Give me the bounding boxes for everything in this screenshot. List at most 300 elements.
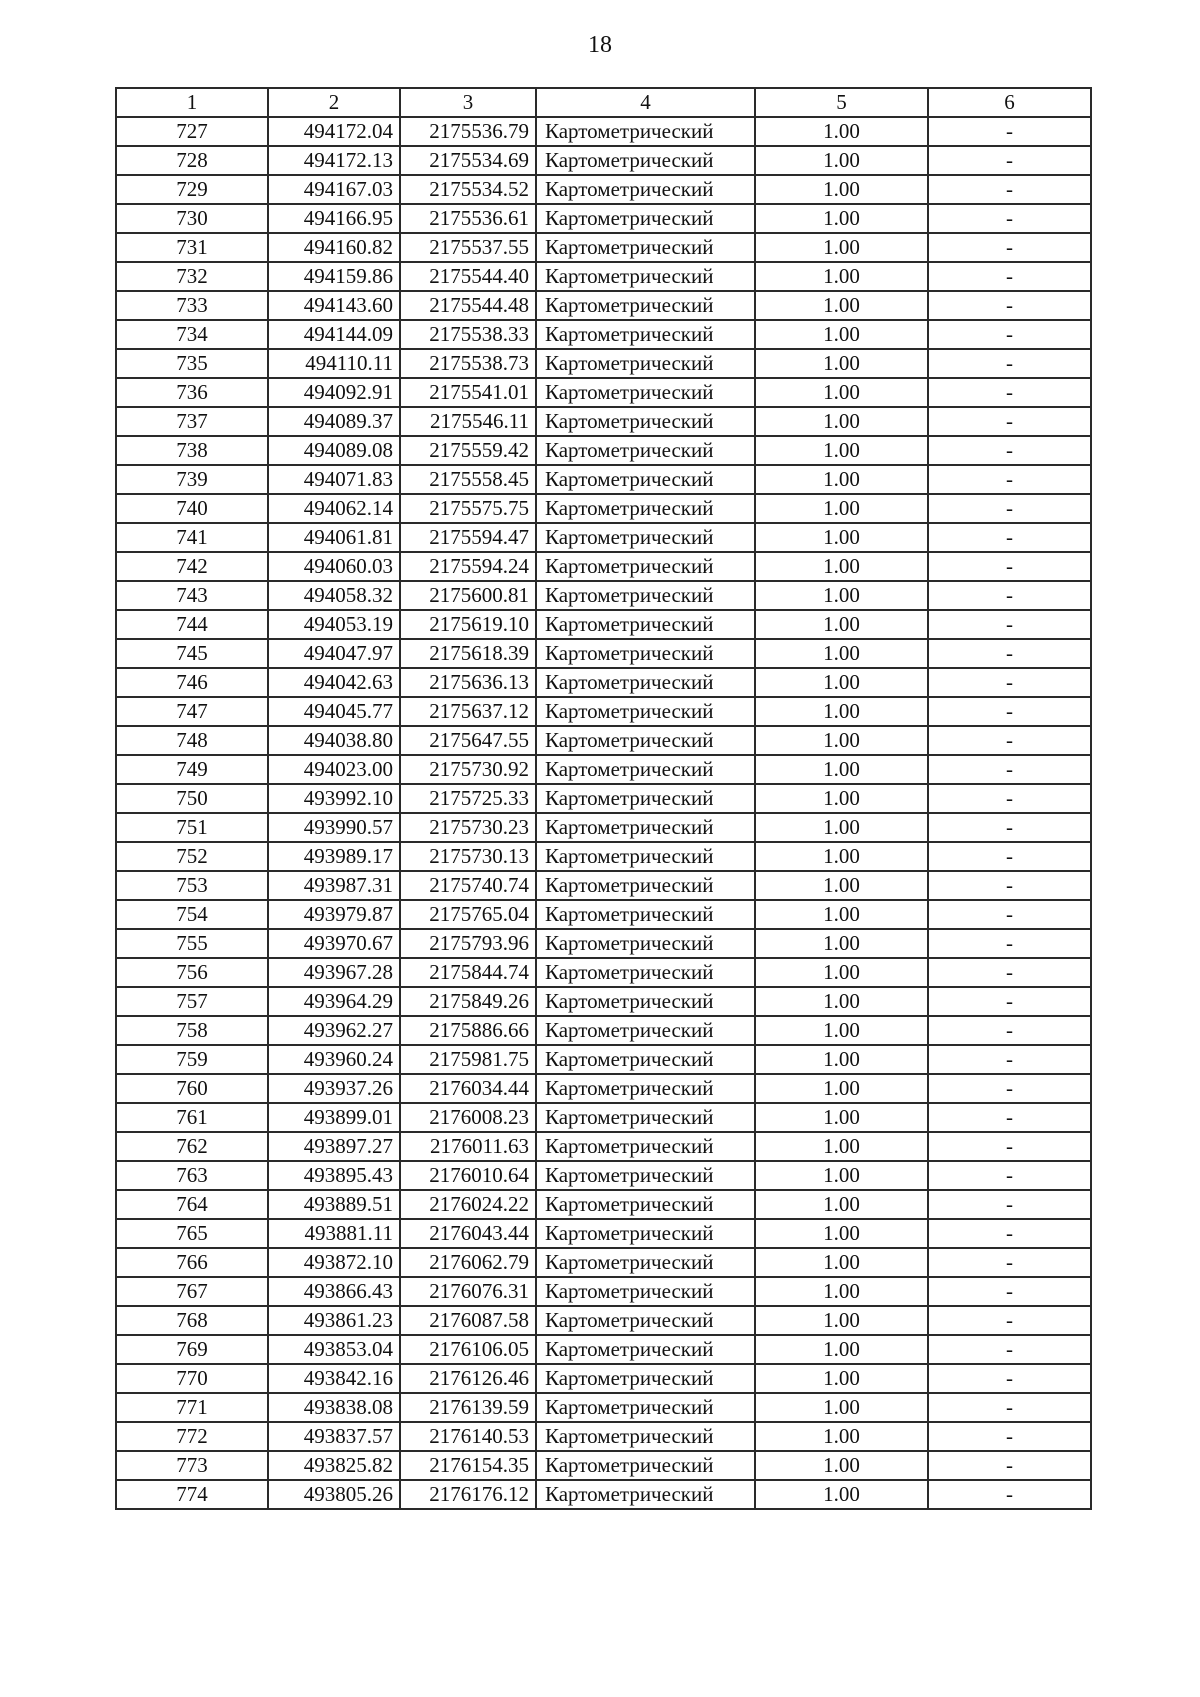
x-coordinate-cell: 493842.16	[268, 1364, 400, 1393]
method-cell: Картометрический	[536, 233, 755, 262]
x-coordinate-cell: 493895.43	[268, 1161, 400, 1190]
y-coordinate-cell: 2176034.44	[400, 1074, 536, 1103]
point-number-cell: 755	[116, 929, 268, 958]
method-cell: Картометрический	[536, 726, 755, 755]
accuracy-cell: 1.00	[755, 291, 928, 320]
accuracy-cell: 1.00	[755, 1364, 928, 1393]
method-cell: Картометрический	[536, 929, 755, 958]
x-coordinate-cell: 494038.80	[268, 726, 400, 755]
point-number-cell: 739	[116, 465, 268, 494]
table-row	[116, 697, 1091, 726]
x-coordinate-cell: 493964.29	[268, 987, 400, 1016]
table-header-row	[116, 88, 1091, 117]
method-cell: Картометрический	[536, 842, 755, 871]
method-cell: Картометрический	[536, 1393, 755, 1422]
description-cell: -	[928, 1074, 1091, 1103]
point-number-cell: 736	[116, 378, 268, 407]
table-row	[116, 1306, 1091, 1335]
table-row	[116, 552, 1091, 581]
y-coordinate-cell: 2175740.74	[400, 871, 536, 900]
accuracy-cell: 1.00	[755, 1422, 928, 1451]
table-row	[116, 871, 1091, 900]
y-coordinate-cell: 2175647.55	[400, 726, 536, 755]
y-coordinate-cell: 2176126.46	[400, 1364, 536, 1393]
point-number-cell: 729	[116, 175, 268, 204]
description-cell: -	[928, 1335, 1091, 1364]
accuracy-cell: 1.00	[755, 1248, 928, 1277]
y-coordinate-cell: 2175730.13	[400, 842, 536, 871]
table-row	[116, 929, 1091, 958]
x-coordinate-cell: 493967.28	[268, 958, 400, 987]
y-coordinate-cell: 2175600.81	[400, 581, 536, 610]
table-row	[116, 1074, 1091, 1103]
method-cell: Картометрический	[536, 175, 755, 204]
method-cell: Картометрический	[536, 320, 755, 349]
table-row	[116, 320, 1091, 349]
y-coordinate-cell: 2175637.12	[400, 697, 536, 726]
table-row	[116, 610, 1091, 639]
table-row	[116, 1451, 1091, 1480]
y-coordinate-cell: 2175636.13	[400, 668, 536, 697]
method-cell: Картометрический	[536, 1103, 755, 1132]
y-coordinate-cell: 2176154.35	[400, 1451, 536, 1480]
description-cell: -	[928, 552, 1091, 581]
y-coordinate-cell: 2175575.75	[400, 494, 536, 523]
x-coordinate-cell: 493992.10	[268, 784, 400, 813]
accuracy-cell: 1.00	[755, 929, 928, 958]
point-number-cell: 759	[116, 1045, 268, 1074]
method-cell: Картометрический	[536, 987, 755, 1016]
description-cell: -	[928, 581, 1091, 610]
y-coordinate-cell: 2176062.79	[400, 1248, 536, 1277]
table-row	[116, 204, 1091, 233]
table-row	[116, 436, 1091, 465]
point-number-cell: 757	[116, 987, 268, 1016]
description-cell: -	[928, 1045, 1091, 1074]
accuracy-cell: 1.00	[755, 639, 928, 668]
x-coordinate-cell: 494089.37	[268, 407, 400, 436]
x-coordinate-cell: 493970.67	[268, 929, 400, 958]
method-cell: Картометрический	[536, 1451, 755, 1480]
description-cell: -	[928, 378, 1091, 407]
method-cell: Картометрический	[536, 204, 755, 233]
description-cell: -	[928, 1103, 1091, 1132]
method-cell: Картометрический	[536, 813, 755, 842]
method-cell: Картометрический	[536, 639, 755, 668]
point-number-cell: 731	[116, 233, 268, 262]
point-number-cell: 735	[116, 349, 268, 378]
description-cell: -	[928, 1422, 1091, 1451]
accuracy-cell: 1.00	[755, 668, 928, 697]
x-coordinate-cell: 493899.01	[268, 1103, 400, 1132]
point-number-cell: 733	[116, 291, 268, 320]
description-cell: -	[928, 639, 1091, 668]
table-row	[116, 378, 1091, 407]
x-coordinate-cell: 494062.14	[268, 494, 400, 523]
accuracy-cell: 1.00	[755, 610, 928, 639]
coordinates-table	[115, 87, 1092, 1510]
x-coordinate-cell: 493861.23	[268, 1306, 400, 1335]
method-cell: Картометрический	[536, 1335, 755, 1364]
description-cell: -	[928, 958, 1091, 987]
point-number-cell: 758	[116, 1016, 268, 1045]
y-coordinate-cell: 2175730.92	[400, 755, 536, 784]
point-number-cell: 730	[116, 204, 268, 233]
x-coordinate-cell: 493825.82	[268, 1451, 400, 1480]
table-row	[116, 117, 1091, 146]
y-coordinate-cell: 2176024.22	[400, 1190, 536, 1219]
y-coordinate-cell: 2175538.73	[400, 349, 536, 378]
x-coordinate-cell: 494172.13	[268, 146, 400, 175]
accuracy-cell: 1.00	[755, 813, 928, 842]
method-cell: Картометрический	[536, 146, 755, 175]
column-header-1: 1	[116, 88, 268, 117]
x-coordinate-cell: 494144.09	[268, 320, 400, 349]
method-cell: Картометрический	[536, 1422, 755, 1451]
method-cell: Картометрический	[536, 668, 755, 697]
accuracy-cell: 1.00	[755, 436, 928, 465]
x-coordinate-cell: 494023.00	[268, 755, 400, 784]
accuracy-cell: 1.00	[755, 1190, 928, 1219]
point-number-cell: 763	[116, 1161, 268, 1190]
x-coordinate-cell: 494060.03	[268, 552, 400, 581]
accuracy-cell: 1.00	[755, 552, 928, 581]
point-number-cell: 741	[116, 523, 268, 552]
accuracy-cell: 1.00	[755, 1393, 928, 1422]
description-cell: -	[928, 494, 1091, 523]
method-cell: Картометрический	[536, 465, 755, 494]
accuracy-cell: 1.00	[755, 784, 928, 813]
table-row	[116, 1277, 1091, 1306]
method-cell: Картометрический	[536, 117, 755, 146]
y-coordinate-cell: 2175559.42	[400, 436, 536, 465]
point-number-cell: 742	[116, 552, 268, 581]
x-coordinate-cell: 494160.82	[268, 233, 400, 262]
table-row	[116, 407, 1091, 436]
point-number-cell: 767	[116, 1277, 268, 1306]
point-number-cell: 745	[116, 639, 268, 668]
y-coordinate-cell: 2175594.24	[400, 552, 536, 581]
table-row	[116, 175, 1091, 204]
description-cell: -	[928, 929, 1091, 958]
table-row	[116, 726, 1091, 755]
table-row	[116, 755, 1091, 784]
method-cell: Картометрический	[536, 784, 755, 813]
column-header-4: 4	[536, 88, 755, 117]
point-number-cell: 761	[116, 1103, 268, 1132]
x-coordinate-cell: 493979.87	[268, 900, 400, 929]
x-coordinate-cell: 493889.51	[268, 1190, 400, 1219]
method-cell: Картометрический	[536, 1277, 755, 1306]
description-cell: -	[928, 1016, 1091, 1045]
x-coordinate-cell: 494159.86	[268, 262, 400, 291]
y-coordinate-cell: 2175793.96	[400, 929, 536, 958]
x-coordinate-cell: 493805.26	[268, 1480, 400, 1509]
point-number-cell: 769	[116, 1335, 268, 1364]
column-header-3: 3	[400, 88, 536, 117]
method-cell: Картометрический	[536, 523, 755, 552]
method-cell: Картометрический	[536, 349, 755, 378]
y-coordinate-cell: 2176139.59	[400, 1393, 536, 1422]
x-coordinate-cell: 494061.81	[268, 523, 400, 552]
description-cell: -	[928, 1451, 1091, 1480]
x-coordinate-cell: 493838.08	[268, 1393, 400, 1422]
y-coordinate-cell: 2175544.40	[400, 262, 536, 291]
y-coordinate-cell: 2175538.33	[400, 320, 536, 349]
y-coordinate-cell: 2176140.53	[400, 1422, 536, 1451]
point-number-cell: 774	[116, 1480, 268, 1509]
description-cell: -	[928, 871, 1091, 900]
y-coordinate-cell: 2176043.44	[400, 1219, 536, 1248]
accuracy-cell: 1.00	[755, 1132, 928, 1161]
accuracy-cell: 1.00	[755, 262, 928, 291]
x-coordinate-cell: 494071.83	[268, 465, 400, 494]
accuracy-cell: 1.00	[755, 842, 928, 871]
description-cell: -	[928, 1277, 1091, 1306]
table-row	[116, 291, 1091, 320]
method-cell: Картометрический	[536, 581, 755, 610]
description-cell: -	[928, 349, 1091, 378]
method-cell: Картометрический	[536, 755, 755, 784]
y-coordinate-cell: 2176010.64	[400, 1161, 536, 1190]
x-coordinate-cell: 494053.19	[268, 610, 400, 639]
y-coordinate-cell: 2176008.23	[400, 1103, 536, 1132]
point-number-cell: 746	[116, 668, 268, 697]
accuracy-cell: 1.00	[755, 1306, 928, 1335]
accuracy-cell: 1.00	[755, 1219, 928, 1248]
column-header-6: 6	[928, 88, 1091, 117]
y-coordinate-cell: 2175730.23	[400, 813, 536, 842]
table-row	[116, 842, 1091, 871]
x-coordinate-cell: 494047.97	[268, 639, 400, 668]
y-coordinate-cell: 2175536.79	[400, 117, 536, 146]
accuracy-cell: 1.00	[755, 1045, 928, 1074]
x-coordinate-cell: 493989.17	[268, 842, 400, 871]
description-cell: -	[928, 262, 1091, 291]
description-cell: -	[928, 1248, 1091, 1277]
description-cell: -	[928, 1306, 1091, 1335]
y-coordinate-cell: 2175765.04	[400, 900, 536, 929]
accuracy-cell: 1.00	[755, 1480, 928, 1509]
table-row	[116, 1248, 1091, 1277]
description-cell: -	[928, 523, 1091, 552]
x-coordinate-cell: 493866.43	[268, 1277, 400, 1306]
y-coordinate-cell: 2175546.11	[400, 407, 536, 436]
x-coordinate-cell: 493937.26	[268, 1074, 400, 1103]
accuracy-cell: 1.00	[755, 987, 928, 1016]
y-coordinate-cell: 2175534.52	[400, 175, 536, 204]
accuracy-cell: 1.00	[755, 465, 928, 494]
description-cell: -	[928, 117, 1091, 146]
method-cell: Картометрический	[536, 407, 755, 436]
accuracy-cell: 1.00	[755, 755, 928, 784]
y-coordinate-cell: 2175541.01	[400, 378, 536, 407]
x-coordinate-cell: 493897.27	[268, 1132, 400, 1161]
table-row	[116, 1393, 1091, 1422]
x-coordinate-cell: 494172.04	[268, 117, 400, 146]
point-number-cell: 773	[116, 1451, 268, 1480]
method-cell: Картометрический	[536, 552, 755, 581]
y-coordinate-cell: 2175619.10	[400, 610, 536, 639]
x-coordinate-cell: 493881.11	[268, 1219, 400, 1248]
accuracy-cell: 1.00	[755, 494, 928, 523]
table-row	[116, 1480, 1091, 1509]
point-number-cell: 771	[116, 1393, 268, 1422]
point-number-cell: 740	[116, 494, 268, 523]
point-number-cell: 768	[116, 1306, 268, 1335]
point-number-cell: 738	[116, 436, 268, 465]
point-number-cell: 766	[116, 1248, 268, 1277]
x-coordinate-cell: 494042.63	[268, 668, 400, 697]
x-coordinate-cell: 493962.27	[268, 1016, 400, 1045]
description-cell: -	[928, 610, 1091, 639]
table-row	[116, 987, 1091, 1016]
y-coordinate-cell: 2176176.12	[400, 1480, 536, 1509]
method-cell: Картометрический	[536, 697, 755, 726]
y-coordinate-cell: 2175558.45	[400, 465, 536, 494]
point-number-cell: 764	[116, 1190, 268, 1219]
description-cell: -	[928, 726, 1091, 755]
x-coordinate-cell: 494089.08	[268, 436, 400, 465]
description-cell: -	[928, 1219, 1091, 1248]
method-cell: Картометрический	[536, 1074, 755, 1103]
point-number-cell: 734	[116, 320, 268, 349]
method-cell: Картометрический	[536, 1161, 755, 1190]
x-coordinate-cell: 494110.11	[268, 349, 400, 378]
table-row	[116, 1335, 1091, 1364]
column-header-2: 2	[268, 88, 400, 117]
method-cell: Картометрический	[536, 1132, 755, 1161]
description-cell: -	[928, 1161, 1091, 1190]
description-cell: -	[928, 1190, 1091, 1219]
table-row	[116, 668, 1091, 697]
accuracy-cell: 1.00	[755, 1103, 928, 1132]
table-row	[116, 1219, 1091, 1248]
description-cell: -	[928, 146, 1091, 175]
table-row	[116, 1132, 1091, 1161]
description-cell: -	[928, 697, 1091, 726]
accuracy-cell: 1.00	[755, 1161, 928, 1190]
point-number-cell: 754	[116, 900, 268, 929]
description-cell: -	[928, 465, 1091, 494]
method-cell: Картометрический	[536, 291, 755, 320]
table-row	[116, 494, 1091, 523]
x-coordinate-cell: 493837.57	[268, 1422, 400, 1451]
description-cell: -	[928, 813, 1091, 842]
method-cell: Картометрический	[536, 958, 755, 987]
table-row	[116, 262, 1091, 291]
table-body	[116, 117, 1091, 1509]
method-cell: Картометрический	[536, 1045, 755, 1074]
description-cell: -	[928, 668, 1091, 697]
x-coordinate-cell: 494092.91	[268, 378, 400, 407]
y-coordinate-cell: 2176087.58	[400, 1306, 536, 1335]
accuracy-cell: 1.00	[755, 1016, 928, 1045]
y-coordinate-cell: 2175594.47	[400, 523, 536, 552]
y-coordinate-cell: 2175725.33	[400, 784, 536, 813]
method-cell: Картометрический	[536, 1480, 755, 1509]
description-cell: -	[928, 755, 1091, 784]
point-number-cell: 765	[116, 1219, 268, 1248]
x-coordinate-cell: 494058.32	[268, 581, 400, 610]
table-row	[116, 581, 1091, 610]
point-number-cell: 749	[116, 755, 268, 784]
y-coordinate-cell: 2176106.05	[400, 1335, 536, 1364]
x-coordinate-cell: 494167.03	[268, 175, 400, 204]
accuracy-cell: 1.00	[755, 900, 928, 929]
y-coordinate-cell: 2175981.75	[400, 1045, 536, 1074]
point-number-cell: 743	[116, 581, 268, 610]
table-row	[116, 349, 1091, 378]
table-row	[116, 1364, 1091, 1393]
point-number-cell: 752	[116, 842, 268, 871]
method-cell: Картометрический	[536, 1364, 755, 1393]
point-number-cell: 750	[116, 784, 268, 813]
y-coordinate-cell: 2175544.48	[400, 291, 536, 320]
table-row	[116, 1422, 1091, 1451]
point-number-cell: 772	[116, 1422, 268, 1451]
table-row	[116, 813, 1091, 842]
x-coordinate-cell: 493872.10	[268, 1248, 400, 1277]
y-coordinate-cell: 2175886.66	[400, 1016, 536, 1045]
table-row	[116, 1161, 1091, 1190]
description-cell: -	[928, 1132, 1091, 1161]
description-cell: -	[928, 784, 1091, 813]
accuracy-cell: 1.00	[755, 204, 928, 233]
table-row	[116, 1045, 1091, 1074]
accuracy-cell: 1.00	[755, 697, 928, 726]
point-number-cell: 756	[116, 958, 268, 987]
method-cell: Картометрический	[536, 378, 755, 407]
accuracy-cell: 1.00	[755, 349, 928, 378]
point-number-cell: 747	[116, 697, 268, 726]
point-number-cell: 732	[116, 262, 268, 291]
y-coordinate-cell: 2175537.55	[400, 233, 536, 262]
point-number-cell: 727	[116, 117, 268, 146]
accuracy-cell: 1.00	[755, 320, 928, 349]
accuracy-cell: 1.00	[755, 117, 928, 146]
point-number-cell: 762	[116, 1132, 268, 1161]
column-header-5: 5	[755, 88, 928, 117]
accuracy-cell: 1.00	[755, 523, 928, 552]
accuracy-cell: 1.00	[755, 871, 928, 900]
accuracy-cell: 1.00	[755, 146, 928, 175]
x-coordinate-cell: 493987.31	[268, 871, 400, 900]
page-number: 18	[588, 32, 612, 58]
point-number-cell: 760	[116, 1074, 268, 1103]
accuracy-cell: 1.00	[755, 1335, 928, 1364]
accuracy-cell: 1.00	[755, 726, 928, 755]
point-number-cell: 748	[116, 726, 268, 755]
method-cell: Картометрический	[536, 1306, 755, 1335]
accuracy-cell: 1.00	[755, 581, 928, 610]
table-row	[116, 1016, 1091, 1045]
description-cell: -	[928, 1364, 1091, 1393]
description-cell: -	[928, 204, 1091, 233]
accuracy-cell: 1.00	[755, 407, 928, 436]
y-coordinate-cell: 2175844.74	[400, 958, 536, 987]
method-cell: Картометрический	[536, 1190, 755, 1219]
x-coordinate-cell: 493853.04	[268, 1335, 400, 1364]
accuracy-cell: 1.00	[755, 378, 928, 407]
y-coordinate-cell: 2175534.69	[400, 146, 536, 175]
table-row	[116, 465, 1091, 494]
description-cell: -	[928, 1480, 1091, 1509]
accuracy-cell: 1.00	[755, 1074, 928, 1103]
accuracy-cell: 1.00	[755, 1451, 928, 1480]
description-cell: -	[928, 175, 1091, 204]
table-row	[116, 1190, 1091, 1219]
